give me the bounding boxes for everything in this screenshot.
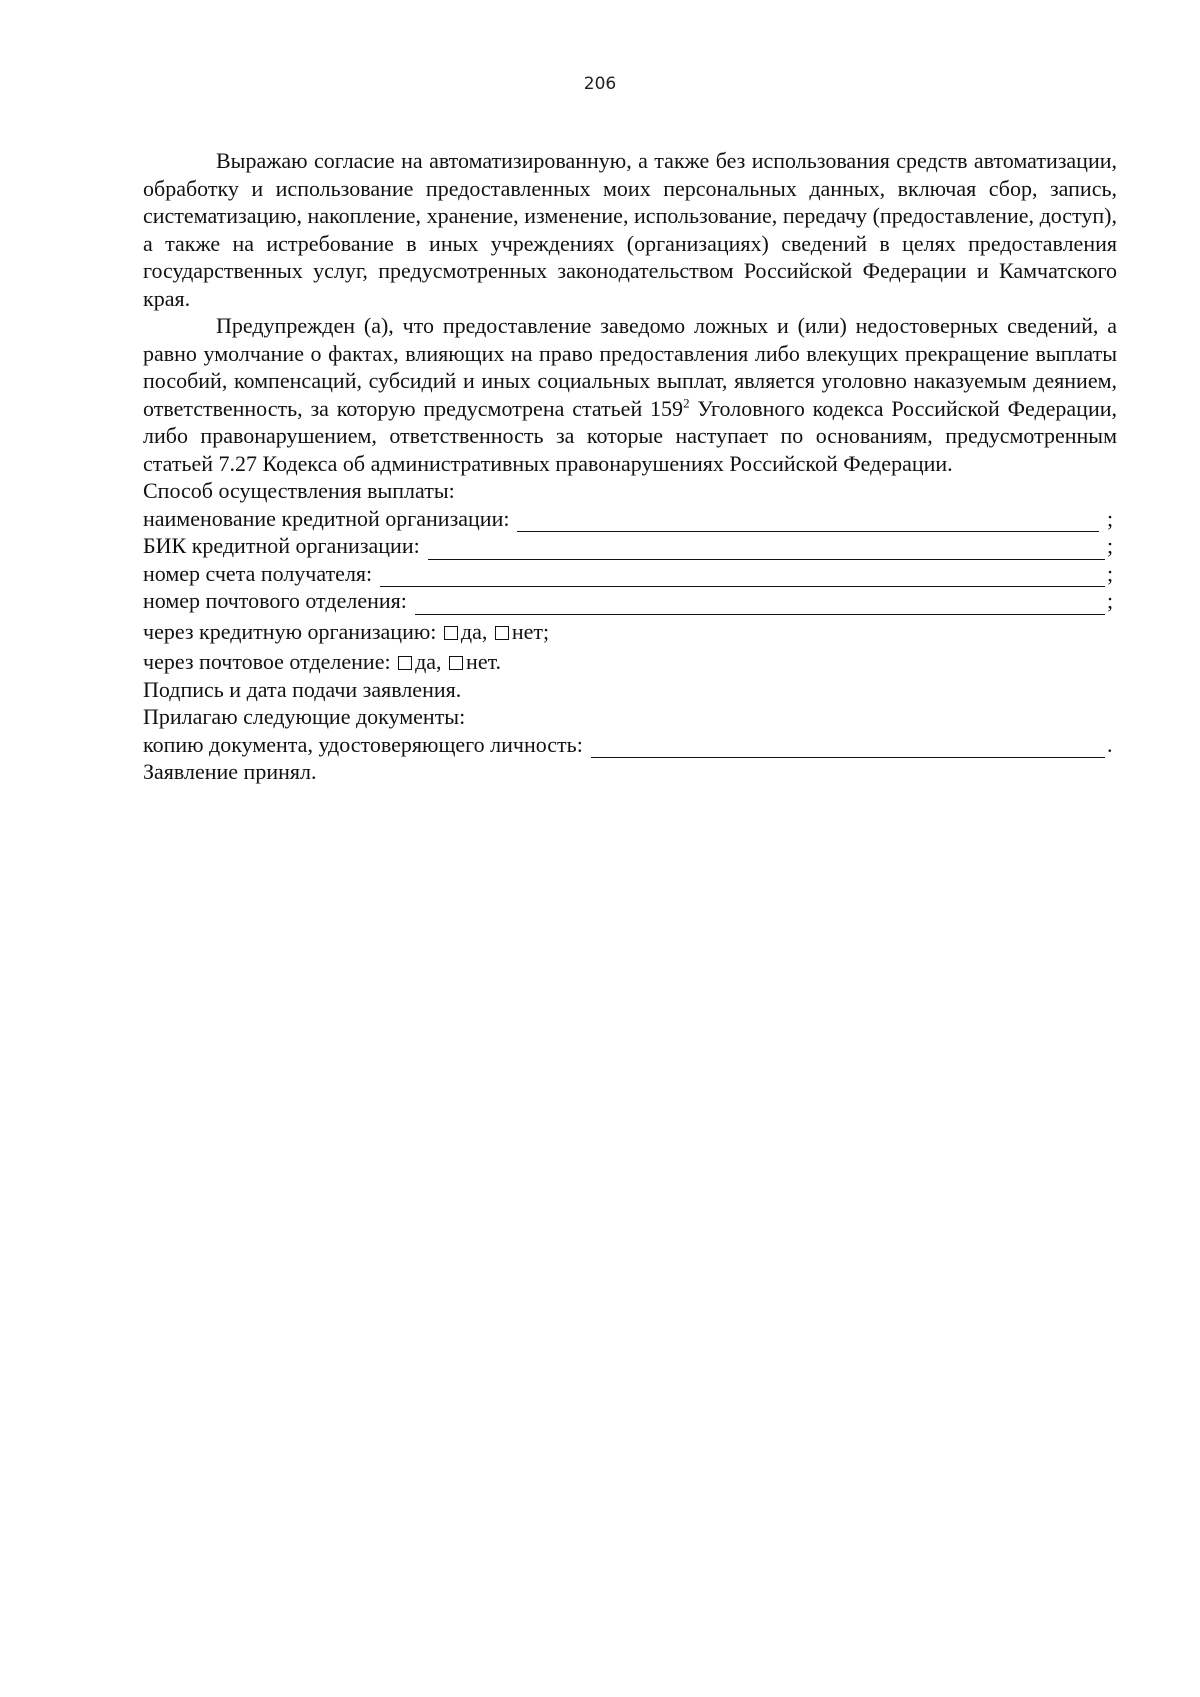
account-number-field[interactable] [143, 560, 1117, 588]
post-office-field[interactable] [143, 587, 1117, 615]
accepted-line: Заявление принял. [143, 759, 317, 784]
via-post-yes-label: да, [415, 649, 442, 674]
account-number-label: номер счета получателя: [143, 560, 373, 586]
via-credit-option [143, 618, 1117, 646]
attachments-heading: Прилагаю следующие документы: [143, 704, 466, 729]
via-credit-yes-label: да, [460, 618, 488, 644]
id-copy-end: . [1107, 731, 1113, 757]
account-number-end: ; [1107, 560, 1114, 586]
document-body [143, 147, 1117, 786]
warning-paragraph [143, 312, 1117, 477]
payment-method-heading: Способ осуществления выплаты: [143, 478, 455, 503]
warning-text-end: Уголовного кодекса Российской Федерации, либо правонарушением, ответственность за которые наступает по основаниям, предусмотренным статьей 7.27 Кодекса об административных правонарушениях Российской Федерации. [143, 395, 1117, 476]
via-credit-no-label: нет; [511, 618, 550, 644]
via-credit-no-checkbox[interactable] [495, 626, 509, 640]
via-credit-yes-checkbox[interactable] [444, 626, 458, 640]
bank-name-end: ; [1107, 505, 1114, 531]
account-number-blank[interactable] [380, 566, 1105, 587]
post-office-end: ; [1107, 588, 1114, 613]
id-copy-blank[interactable] [591, 737, 1105, 758]
page-number: 206 [583, 74, 617, 94]
via-credit-label: через кредитную организацию: [143, 618, 437, 644]
warning-text-start: Предупрежден (а), что предоставление заведомо ложных и (или) недостоверных сведений, а равно умолчание о фактах, влияющих на право предоставления либо влекущих прекращение выплаты пособий, компенсаций, субсидий и иных социальных выплат, является уголовно наказуемым деянием, ответственность, за которую предусмотрена статьей 159 [143, 313, 1117, 421]
via-post-label: через почтовое отделение: [143, 649, 391, 674]
bik-blank[interactable] [428, 539, 1105, 560]
via-post-no-label: нет. [466, 649, 502, 674]
post-office-blank[interactable] [415, 594, 1105, 615]
bik-label: БИК кредитной организации: [143, 533, 420, 558]
via-post-no-checkbox[interactable] [449, 656, 463, 670]
article-superscript: 2 [683, 395, 690, 411]
id-copy-label: копию документа, удостоверяющего личность: [143, 731, 583, 757]
bank-name-field[interactable] [143, 505, 1117, 533]
bank-name-blank[interactable] [517, 511, 1099, 532]
bank-name-label: наименование кредитной организации: [143, 505, 510, 531]
consent-paragraph: Выражаю согласие на автоматизированную, а также без использования средств автоматизации, обработку и использование предоставленных моих персональных данных, включая сбор, запись, систематизацию, накопление, хранение, изменение, использование, передачу (предоставление, доступ), а также на истребование в иных учреждениях (организациях) сведений в целях предоставления государственных услуг, предусмотренных законодательством Российской Федерации и Камчатского края. [143, 148, 1117, 311]
post-office-label: номер почтового отделения: [143, 588, 407, 613]
via-post-yes-checkbox[interactable] [398, 656, 412, 670]
bik-end: ; [1107, 533, 1114, 558]
via-post-option [143, 648, 1117, 676]
signature-line: Подпись и дата подачи заявления. [143, 676, 462, 702]
id-copy-field[interactable] [143, 731, 1117, 759]
bik-field[interactable] [143, 532, 1117, 560]
